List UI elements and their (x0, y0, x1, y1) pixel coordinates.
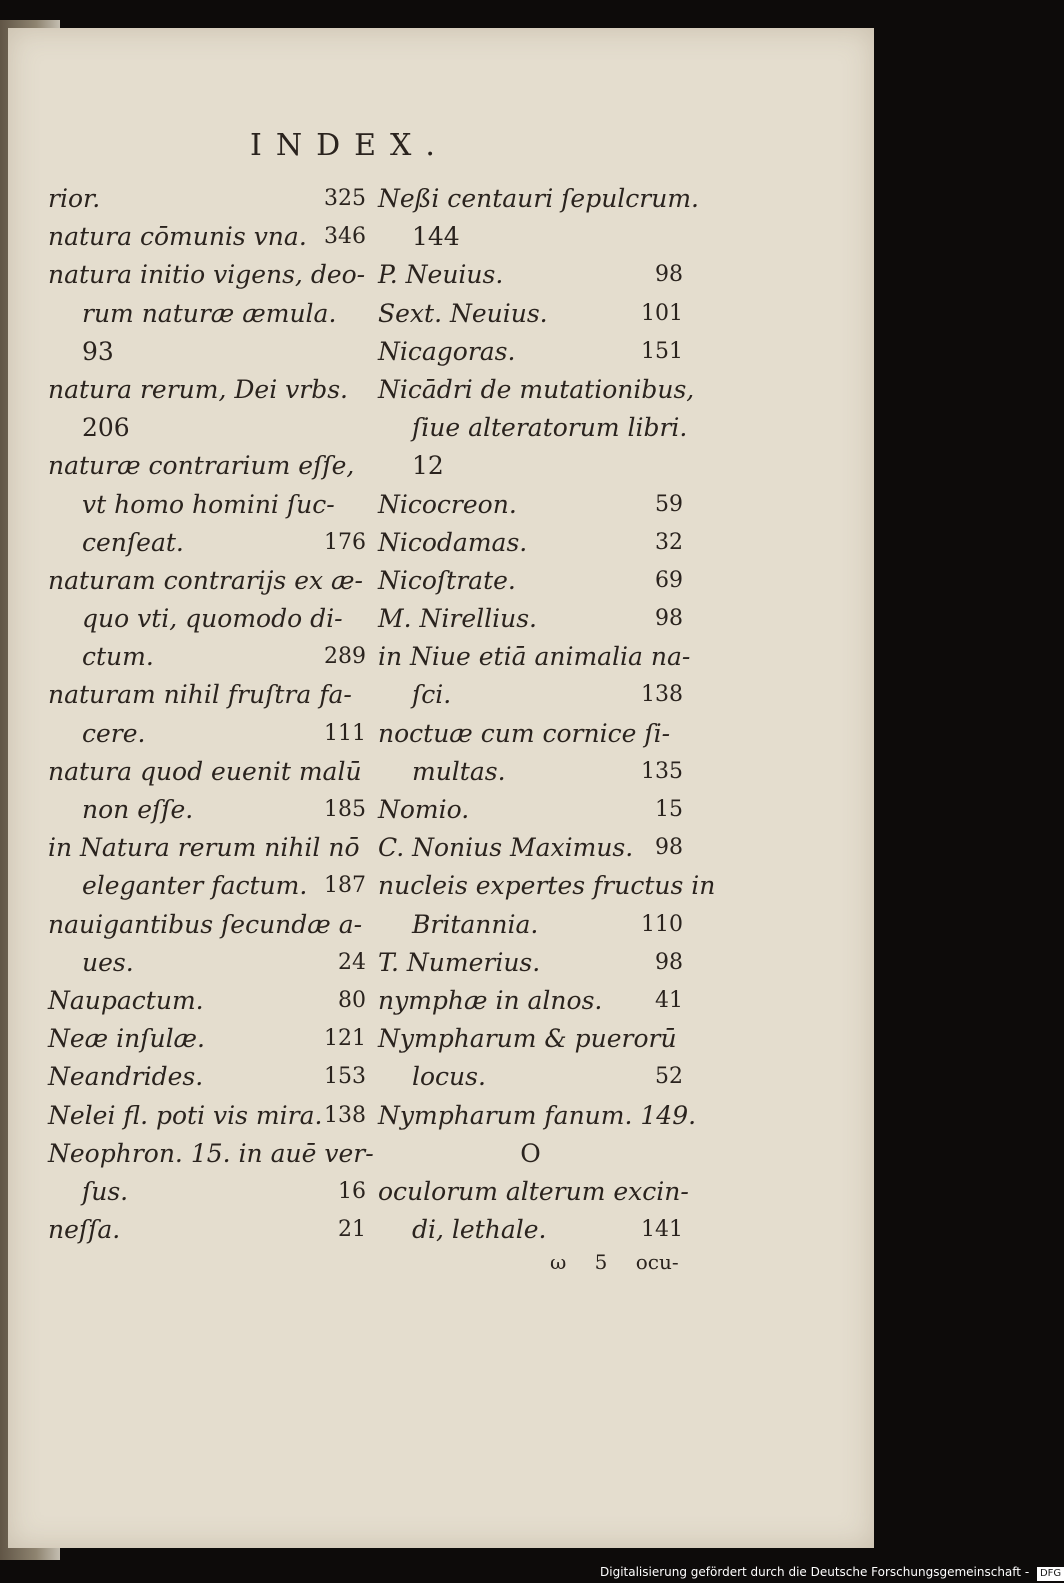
index-entry-page-number: 98 (655, 606, 683, 632)
page-title: INDEX. (250, 128, 449, 163)
index-entry (378, 1135, 683, 1173)
index-entry-text: Neæ inſulæ. (48, 1024, 206, 1054)
index-entry-text: O (520, 1138, 541, 1168)
index-entry-text: T. Numerius. (378, 947, 541, 977)
index-entry-text: non eſſe. (82, 795, 194, 824)
index-entry-text: Nelei fl. poti vis mira. (48, 1100, 323, 1130)
index-entry-text: C. Nonius Maximus. (378, 833, 634, 863)
index-entry-text: noctuæ cum cornice ſi- (378, 718, 671, 748)
index-entry (378, 371, 695, 409)
index-entry (48, 867, 366, 905)
index-entry-text: Nympharum fanum. 149. (378, 1100, 697, 1130)
index-entry-page-number: 69 (655, 567, 683, 593)
index-entry-text: vt homo homini ſuc- (82, 489, 335, 519)
index-entry (378, 333, 683, 371)
index-entry-text: Nicādri de mutationibus, (378, 374, 695, 404)
index-entry-text: naturam contrarijs ex æ- (48, 565, 363, 595)
index-entry (378, 295, 683, 333)
index-entry (378, 1211, 683, 1249)
index-entry (48, 1211, 366, 1249)
index-entry-text: 93 (82, 336, 114, 366)
index-entry (48, 715, 366, 753)
index-entry-text: di, lethale. (412, 1215, 547, 1245)
index-entry-page-number: 59 (655, 491, 683, 517)
index-entry (48, 1097, 366, 1135)
index-entry-text: Neophron. 15. in auē ver- (48, 1138, 374, 1168)
index-entry-page-number: 98 (655, 835, 683, 861)
index-entry-page-number: 187 (324, 873, 366, 899)
index-entry (48, 333, 366, 371)
index-entry-text: Nicoſtrate. (378, 565, 516, 595)
index-entry (378, 906, 683, 944)
index-entry (378, 676, 683, 714)
index-entry (48, 829, 366, 867)
index-entry (48, 753, 366, 791)
index-entry-text: multas. (412, 756, 506, 786)
index-entry-text: Nicocreon. (378, 489, 517, 519)
index-entry-text: nymphæ in alnos. (378, 985, 603, 1015)
signature-mark: ω (550, 1250, 567, 1274)
index-entry (48, 256, 366, 294)
index-entry (48, 638, 366, 676)
index-entry-text: ſci. (412, 680, 452, 710)
index-entry-page-number: 98 (655, 949, 683, 975)
index-entry-page-number: 185 (324, 797, 366, 822)
index-entry-text: cenſeat. (82, 527, 184, 557)
index-entry-text: Nicodamas. (378, 527, 528, 557)
digitization-footer (600, 1562, 1062, 1583)
index-entry-page-number: 98 (655, 262, 683, 288)
index-entry (48, 791, 366, 829)
index-entry (48, 371, 366, 409)
index-entry-page-number: 110 (641, 911, 683, 937)
index-entry (48, 1058, 366, 1096)
index-entry-text: Sext. Neuius. (378, 298, 548, 328)
index-entry (48, 562, 366, 600)
index-entry-text: rior. (48, 184, 101, 213)
index-entry-page-number: 15 (655, 797, 683, 822)
index-entry-page-number: 121 (324, 1026, 366, 1052)
index-entry (48, 982, 366, 1020)
index-entry (48, 676, 366, 714)
index-entry-text: ues. (82, 947, 134, 977)
index-entry (48, 1020, 366, 1058)
index-entry (378, 944, 683, 982)
index-entry-text: ctum. (82, 642, 154, 672)
index-entry-text: Neandrides. (48, 1062, 204, 1092)
index-entry-page-number: 24 (338, 949, 366, 975)
index-entry (378, 791, 683, 829)
index-entry (48, 180, 366, 218)
index-entry-text: Neßi centauri ſepulcrum. (378, 184, 700, 213)
index-entry (378, 447, 683, 485)
index-entry (378, 486, 683, 524)
index-entry-text: locus. (412, 1062, 486, 1092)
index-entry (378, 562, 683, 600)
index-entry (378, 1097, 697, 1135)
index-entry (378, 715, 683, 753)
index-entry-page-number: 41 (655, 987, 683, 1013)
index-entry-page-number: 138 (641, 682, 683, 708)
index-entry (48, 1135, 374, 1173)
index-entry-page-number: 138 (324, 1102, 366, 1128)
index-entry (48, 409, 366, 447)
index-entry (378, 256, 683, 294)
index-entry-text: natura initio vigens, deo- (48, 260, 366, 290)
index-entry-text: M. Nirellius. (378, 604, 537, 634)
index-entry-text: 206 (82, 413, 130, 443)
index-column-left (48, 180, 374, 1249)
index-entry (378, 638, 691, 676)
index-entry (48, 1173, 366, 1211)
index-entry (378, 753, 683, 791)
index-entry (378, 524, 683, 562)
index-entry (378, 867, 716, 905)
index-entry-text: natura rerum, Dei vrbs. (48, 374, 348, 404)
index-entry-text: naturæ contrarium eſſe, (48, 451, 355, 481)
index-entry-text: 12 (412, 451, 444, 481)
index-column-right (378, 180, 716, 1249)
index-entry-text: quo vti, quomodo di- (82, 604, 343, 634)
index-entry-page-number: 346 (324, 224, 366, 250)
index-entry-text: cere. (82, 718, 146, 748)
index-entry (48, 906, 366, 944)
index-entry-page-number: 111 (324, 720, 366, 746)
index-entry-text: 144 (412, 222, 460, 252)
index-entry-text: nucleis expertes fructus in (378, 871, 716, 901)
catchword-line (550, 1250, 690, 1274)
index-entry (378, 1020, 683, 1058)
footer-text: Digitalisierung gefördert durch die Deutsche Forschungsgemeinschaft - (600, 1565, 1030, 1579)
index-entry-text: Nympharum & puerorū (378, 1024, 677, 1054)
index-entry-text: Nomio. (378, 795, 470, 824)
index-entry-text: in Niue etiā animalia na- (378, 642, 691, 672)
index-entry-text: nauigantibus ſecundæ a- (48, 909, 363, 939)
index-entry (48, 218, 366, 256)
index-entry-page-number: 151 (641, 338, 683, 364)
index-entry-text: ſiue alteratorum libri. (412, 413, 688, 443)
index-entry-text: eleganter factum. (82, 871, 308, 901)
index-entry-text: in Natura rerum nihil nō (48, 833, 360, 863)
index-entry (378, 1058, 683, 1096)
index-entry-page-number: 21 (338, 1217, 366, 1243)
index-entry-text: Naupactum. (48, 985, 204, 1015)
index-entry (48, 600, 366, 638)
index-entry-page-number: 289 (324, 644, 366, 670)
index-entry-page-number: 16 (338, 1178, 366, 1204)
index-entry-text: P. Neuius. (378, 260, 504, 290)
signature-number: 5 (594, 1250, 608, 1274)
index-entry-text: naturam nihil fruſtra fa- (48, 680, 352, 710)
index-entry-text: Nicagoras. (378, 336, 516, 366)
index-entry (378, 1173, 689, 1211)
index-entry-page-number: 101 (641, 300, 683, 326)
index-entry-page-number: 153 (324, 1064, 366, 1090)
index-entry (378, 180, 700, 218)
index-entry (48, 486, 366, 524)
index-entry-text: natura cōmunis vna. (48, 222, 307, 252)
index-entry (48, 524, 366, 562)
index-entry-text: oculorum alterum excin- (378, 1176, 689, 1206)
index-entry-text: Britannia. (412, 909, 539, 939)
index-entry (378, 829, 683, 867)
index-entry (378, 600, 683, 638)
catchword: ocu- (635, 1250, 679, 1274)
index-entry-page-number: 176 (324, 529, 366, 555)
index-entry (378, 982, 683, 1020)
index-entry-page-number: 325 (324, 186, 366, 211)
index-entry-text: natura quod euenit malū (48, 756, 362, 786)
index-entry-text: rum naturæ æmula. (82, 298, 337, 328)
index-entry-page-number: 52 (655, 1064, 683, 1090)
index-entry-page-number: 32 (655, 529, 683, 555)
index-entry-text: ſus. (82, 1176, 129, 1206)
index-entry-page-number: 141 (641, 1217, 683, 1243)
index-entry-page-number: 135 (641, 758, 683, 784)
dfg-logo: DFG (1037, 1567, 1064, 1581)
index-entry (48, 295, 366, 333)
index-entry (378, 409, 688, 447)
index-entry (48, 944, 366, 982)
index-entry (48, 447, 366, 485)
index-entry-page-number: 80 (338, 987, 366, 1013)
index-entry (378, 218, 683, 256)
index-entry-text: neſſa. (48, 1215, 121, 1245)
